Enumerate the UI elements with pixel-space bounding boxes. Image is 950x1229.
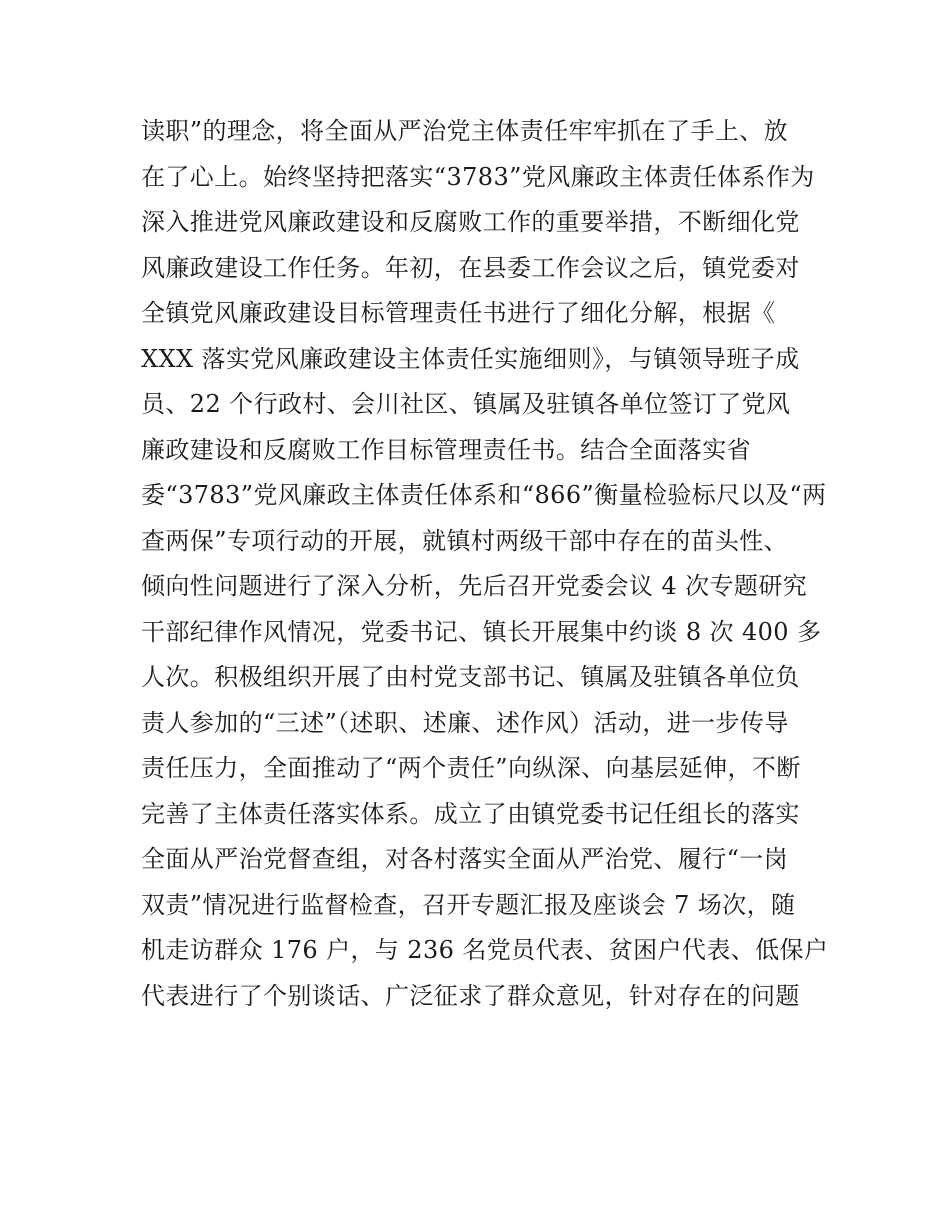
text-line: 责人参加的“三述”（述职、述廉、述作风）活动，进一步传导 <box>141 708 789 737</box>
text-line: 机走访群众 176 户，与 236 名党员代表、贫困户代表、低保户 <box>141 936 829 964</box>
text-line: 全面从严治党督查组，对各村落实全面从严治党、履行“一岗 <box>141 845 789 873</box>
text-line: 廉政建设和反腐败工作目标管理责任书。结合全面落实省 <box>141 435 751 464</box>
text-line: XXX 落实党风廉政建设主体责任实施细则》，与镇领导班子成 <box>141 344 800 373</box>
body-paragraph <box>141 109 831 1019</box>
text-line: 委“3783”党风廉政主体责任体系和“866”衡量检验标尺以及“两 <box>141 481 827 509</box>
text-line: 在了心上。始终坚持把落实“3783”党风廉政主体责任体系作为 <box>141 162 815 191</box>
text-line: 深入推进党风廉政建设和反腐败工作的重要举措，不断细化党 <box>141 208 800 236</box>
text-line: 查两保”专项行动的开展，就镇村两级干部中存在的苗头性、 <box>141 526 789 555</box>
text-line: 读职”的理念，将全面从严治党主体责任牢牢抓在了手上、放 <box>141 117 789 145</box>
text-line: 人次。积极组织开展了由村党支部书记、镇属及驻镇各单位负 <box>141 663 800 691</box>
text-line: 干部纪律作风情况，党委书记、镇长开展集中约谈 8 次 400 多 <box>141 617 822 646</box>
text-line: 风廉政建设工作任务。年初，在县委工作会议之后，镇党委对 <box>141 253 800 282</box>
text-line: 责任压力，全面推动了“两个责任”向纵深、向基层延伸，不断 <box>141 754 801 782</box>
text-line: 完善了主体责任落实体系。成立了由镇党委书记任组长的落实 <box>141 799 800 828</box>
text-line: 双责”情况进行监督检查，召开专题汇报及座谈会 7 场次，随 <box>141 890 796 919</box>
text-line: 全镇党风廉政建设目标管理责任书进行了细化分解，根据《 <box>141 299 776 327</box>
text-line: 倾向性问题进行了深入分析，先后召开党委会议 4 次专题研究 <box>141 572 808 600</box>
text-line: 员、22 个行政村、会川社区、镇属及驻镇各单位签订了党风 <box>141 390 791 418</box>
text-line: 代表进行了个别谈话、广泛征求了群众意见，针对存在的问题 <box>141 981 800 1010</box>
